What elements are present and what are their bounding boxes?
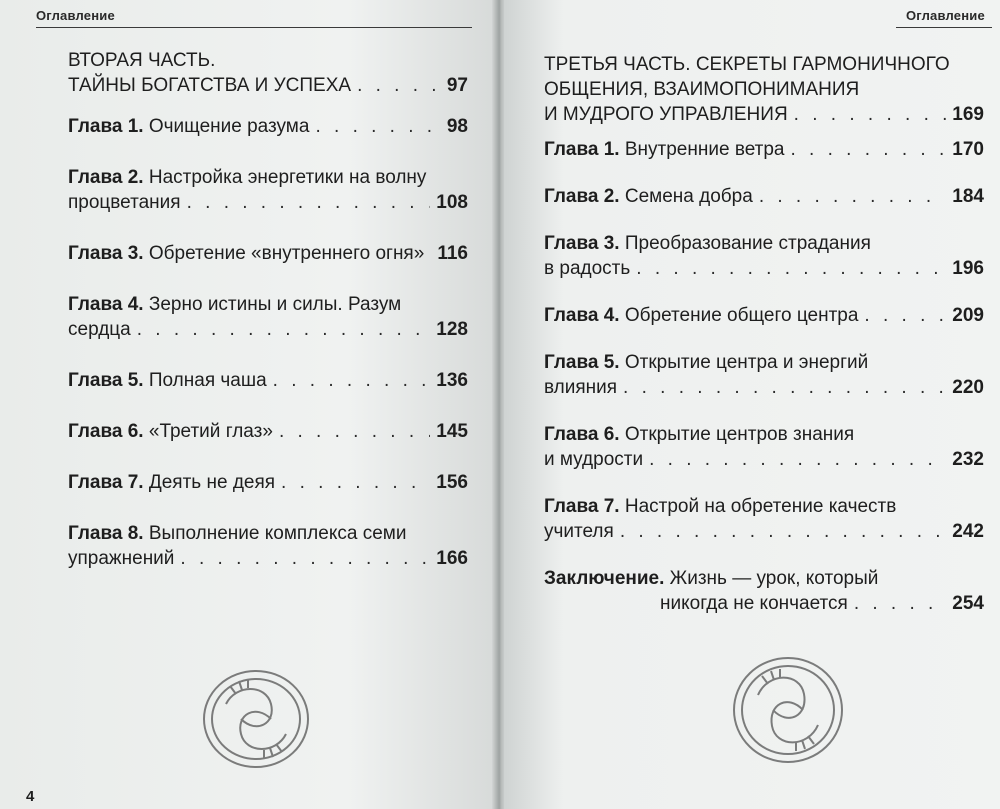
right-header-rule bbox=[896, 27, 992, 28]
conclusion-title-cont: никогда не кончается bbox=[660, 593, 848, 614]
chapter-title: Настрой на обретение качеств bbox=[624, 496, 897, 517]
swirl-emblem-icon bbox=[728, 650, 848, 770]
chapter-page: 108 bbox=[436, 192, 468, 213]
chapter-title: Полная чаша bbox=[148, 370, 267, 391]
chapter-number: Глава 1. bbox=[544, 139, 620, 160]
right-toc bbox=[544, 52, 984, 638]
toc-entry-left-3[interactable] bbox=[68, 241, 468, 266]
right-page bbox=[504, 0, 1000, 809]
chapter-title-cont: процветания bbox=[68, 192, 181, 213]
toc-entry-left-6[interactable] bbox=[68, 419, 468, 444]
chapter-number: Глава 7. bbox=[544, 496, 620, 517]
chapter-title-cont: учителя bbox=[544, 521, 614, 542]
page-number: 4 bbox=[26, 788, 35, 805]
chapter-number: Глава 5. bbox=[544, 352, 620, 373]
chapter-title: Обретение «внутреннего огня» bbox=[148, 243, 425, 264]
chapter-page: 128 bbox=[436, 319, 468, 340]
chapter-title: Выполнение комплекса семи bbox=[148, 523, 407, 544]
chapter-number: Глава 3. bbox=[544, 233, 620, 254]
chapter-title-cont: сердца bbox=[68, 319, 131, 340]
toc-entry-left-1[interactable] bbox=[68, 114, 468, 139]
chapter-title: «Третий глаз» bbox=[148, 421, 273, 442]
chapter-page: 170 bbox=[952, 139, 984, 160]
chapter-title-cont: упражнений bbox=[68, 548, 175, 569]
left-page bbox=[0, 0, 496, 809]
left-part-line1: ВТОРАЯ ЧАСТЬ. bbox=[68, 50, 216, 71]
chapter-page: 220 bbox=[952, 377, 984, 398]
toc-entry-right-3[interactable] bbox=[544, 231, 984, 281]
toc-entry-right-6[interactable] bbox=[544, 422, 984, 472]
right-running-header: Оглавление bbox=[906, 8, 985, 23]
chapter-page: 232 bbox=[952, 449, 984, 470]
chapter-number: Глава 8. bbox=[68, 523, 144, 544]
right-part-line2: ОБЩЕНИЯ, ВЗАИМОПОНИМАНИЯ bbox=[544, 79, 860, 100]
right-part-page[interactable]: 169 bbox=[952, 104, 984, 125]
toc-entry-left-2[interactable] bbox=[68, 165, 468, 215]
left-part-line2: ТАЙНЫ БОГАТСТВА И УСПЕХА bbox=[68, 75, 352, 96]
left-running-header: Оглавление bbox=[36, 8, 115, 23]
right-part-line1: ТРЕТЬЯ ЧАСТЬ. СЕКРЕТЫ ГАРМОНИЧНОГО bbox=[544, 54, 950, 75]
chapter-title: Зерно истины и силы. Разум bbox=[148, 294, 402, 315]
chapter-page: 136 bbox=[436, 370, 468, 391]
left-toc bbox=[68, 48, 468, 597]
toc-entry-left-8[interactable] bbox=[68, 521, 468, 571]
chapter-page: 184 bbox=[952, 186, 984, 207]
chapter-title: Семена добра bbox=[624, 186, 753, 207]
left-header-rule bbox=[36, 27, 472, 28]
chapter-title-cont: и мудрости bbox=[544, 449, 644, 470]
chapter-number: Глава 6. bbox=[544, 424, 620, 445]
chapter-number: Глава 2. bbox=[68, 167, 144, 188]
toc-entry-left-7[interactable] bbox=[68, 470, 468, 495]
chapter-title: Внутренние ветра bbox=[624, 139, 785, 160]
chapter-number: Глава 4. bbox=[68, 294, 144, 315]
chapter-number: Глава 1. bbox=[68, 116, 144, 137]
left-part-heading bbox=[68, 48, 468, 98]
conclusion-page: 254 bbox=[952, 593, 984, 614]
chapter-page: 242 bbox=[952, 521, 984, 542]
toc-entry-left-5[interactable] bbox=[68, 368, 468, 393]
chapter-page: 156 bbox=[436, 472, 468, 493]
right-part-heading bbox=[544, 52, 984, 127]
toc-entry-conclusion[interactable] bbox=[544, 566, 984, 616]
chapter-page: 166 bbox=[436, 548, 468, 569]
toc-entry-right-5[interactable] bbox=[544, 350, 984, 400]
chapter-title-cont: в радость bbox=[544, 258, 631, 279]
toc-entry-left-4[interactable] bbox=[68, 292, 468, 342]
chapter-title: Открытие центра и энергий bbox=[624, 352, 869, 373]
chapter-page: 98 bbox=[446, 116, 468, 137]
right-part-line3: И МУДРОГО УПРАВЛЕНИЯ bbox=[544, 104, 788, 125]
left-part-page[interactable]: 97 bbox=[446, 75, 468, 96]
chapter-title: Обретение общего центра bbox=[624, 305, 859, 326]
swirl-emblem-icon bbox=[196, 664, 316, 774]
conclusion-title: Жизнь — урок, который bbox=[669, 568, 879, 589]
chapter-title: Деять не деяя bbox=[148, 472, 276, 493]
toc-entry-right-7[interactable] bbox=[544, 494, 984, 544]
chapter-title: Преобразование страдания bbox=[624, 233, 871, 254]
chapter-number: Глава 2. bbox=[544, 186, 620, 207]
chapter-title: Открытие центров знания bbox=[624, 424, 855, 445]
chapter-page: 145 bbox=[436, 421, 468, 442]
chapter-title: Очищение разума bbox=[148, 116, 310, 137]
chapter-title: Настройка энергетики на волну bbox=[148, 167, 427, 188]
chapter-number: Глава 7. bbox=[68, 472, 144, 493]
toc-entry-right-4[interactable] bbox=[544, 303, 984, 328]
chapter-page: 196 bbox=[952, 258, 984, 279]
toc-entry-right-1[interactable] bbox=[544, 137, 984, 162]
chapter-number: Глава 4. bbox=[544, 305, 620, 326]
chapter-number: Глава 3. bbox=[68, 243, 144, 264]
toc-entry-right-2[interactable] bbox=[544, 184, 984, 209]
chapter-title-cont: влияния bbox=[544, 377, 618, 398]
conclusion-label: Заключение. bbox=[544, 568, 665, 589]
chapter-number: Глава 6. bbox=[68, 421, 144, 442]
chapter-page: 209 bbox=[952, 305, 984, 326]
chapter-number: Глава 5. bbox=[68, 370, 144, 391]
chapter-page: 116 bbox=[437, 243, 468, 264]
